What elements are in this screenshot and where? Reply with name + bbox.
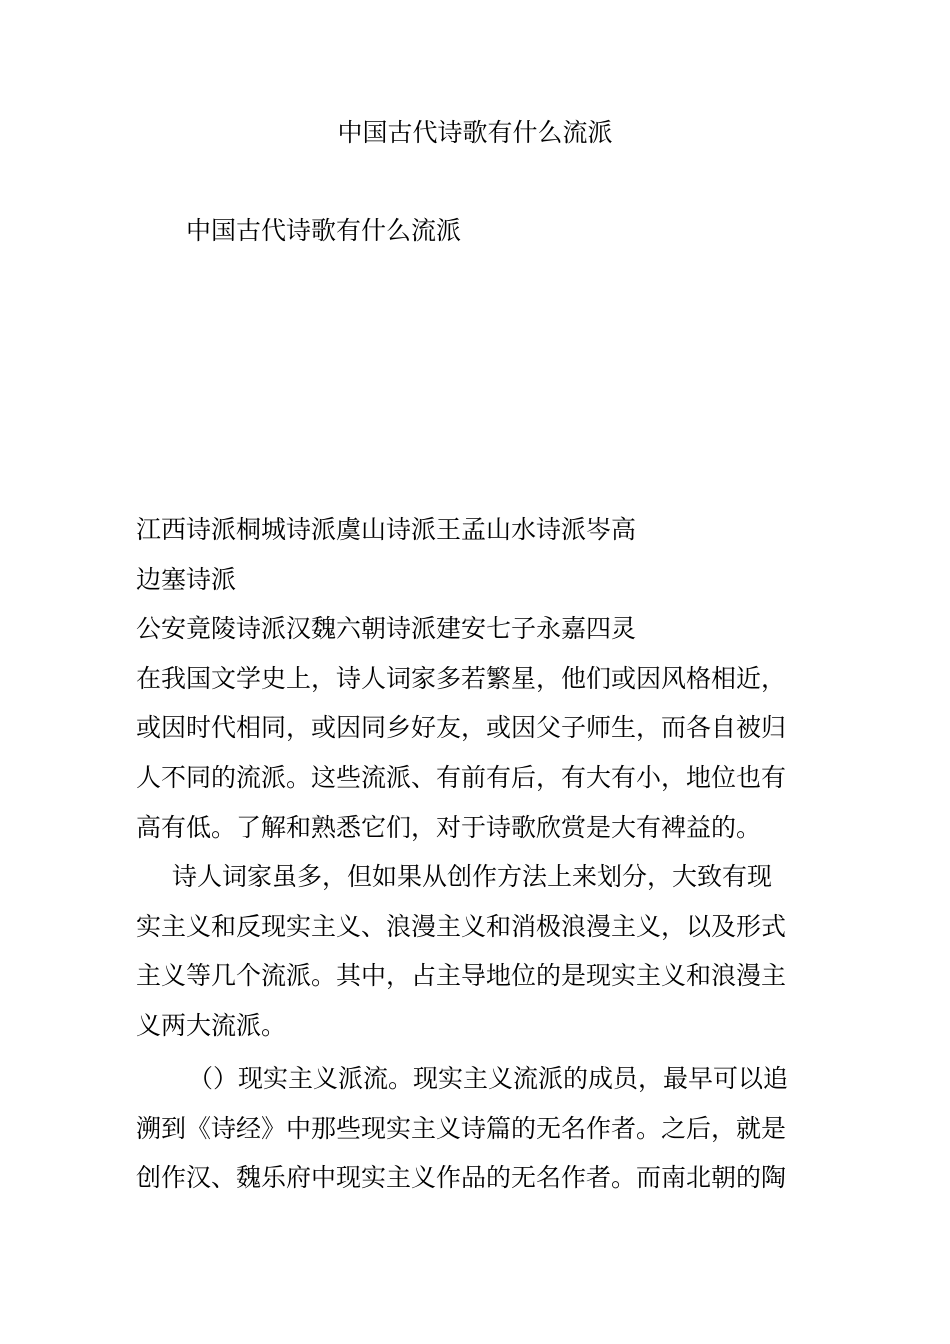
page-title: 中国古代诗歌有什么流派 xyxy=(337,118,613,147)
paragraph-line: 义两大流派。 xyxy=(136,1011,287,1040)
paragraph-line: 或因时代相同，或因同乡好友，或因父子师生，而各自被归 xyxy=(136,713,787,742)
paragraph-line: 溯到《诗经》中那些现实主义诗篇的无名作者。之后，就是 xyxy=(136,1114,787,1143)
school-list-line: 江西诗派桐城诗派虞山诗派王孟山水诗派岑高 xyxy=(136,515,637,544)
paragraph-line: 人不同的流派。这些流派、有前有后，有大有小，地位也有 xyxy=(136,763,787,792)
school-list-line: 边塞诗派 xyxy=(136,565,237,594)
paragraph-line: 实主义和反现实主义、浪漫主义和消极浪漫主义，以及形式 xyxy=(136,912,787,941)
paragraph-line: 诗人词家虽多，但如果从创作方法上来划分，大致有现 xyxy=(172,862,773,891)
paragraph-line: 在我国文学史上，诗人词家多若繁星，他们或因风格相近， xyxy=(136,664,787,693)
paragraph-line: （）现实主义派流。现实主义流派的成员，最早可以追 xyxy=(188,1064,789,1093)
page-subtitle: 中国古代诗歌有什么流派 xyxy=(186,216,462,245)
school-list-line: 公安竟陵诗派汉魏六朝诗派建安七子永嘉四灵 xyxy=(136,614,637,643)
paragraph-line: 高有低。了解和熟悉它们，对于诗歌欣赏是大有裨益的。 xyxy=(136,813,762,842)
paragraph-line: 创作汉、魏乐府中现实主义作品的无名作者。而南北朝的陶 xyxy=(136,1163,787,1192)
paragraph-line: 主义等几个流派。其中，占主导地位的是现实主义和浪漫主 xyxy=(136,961,787,990)
